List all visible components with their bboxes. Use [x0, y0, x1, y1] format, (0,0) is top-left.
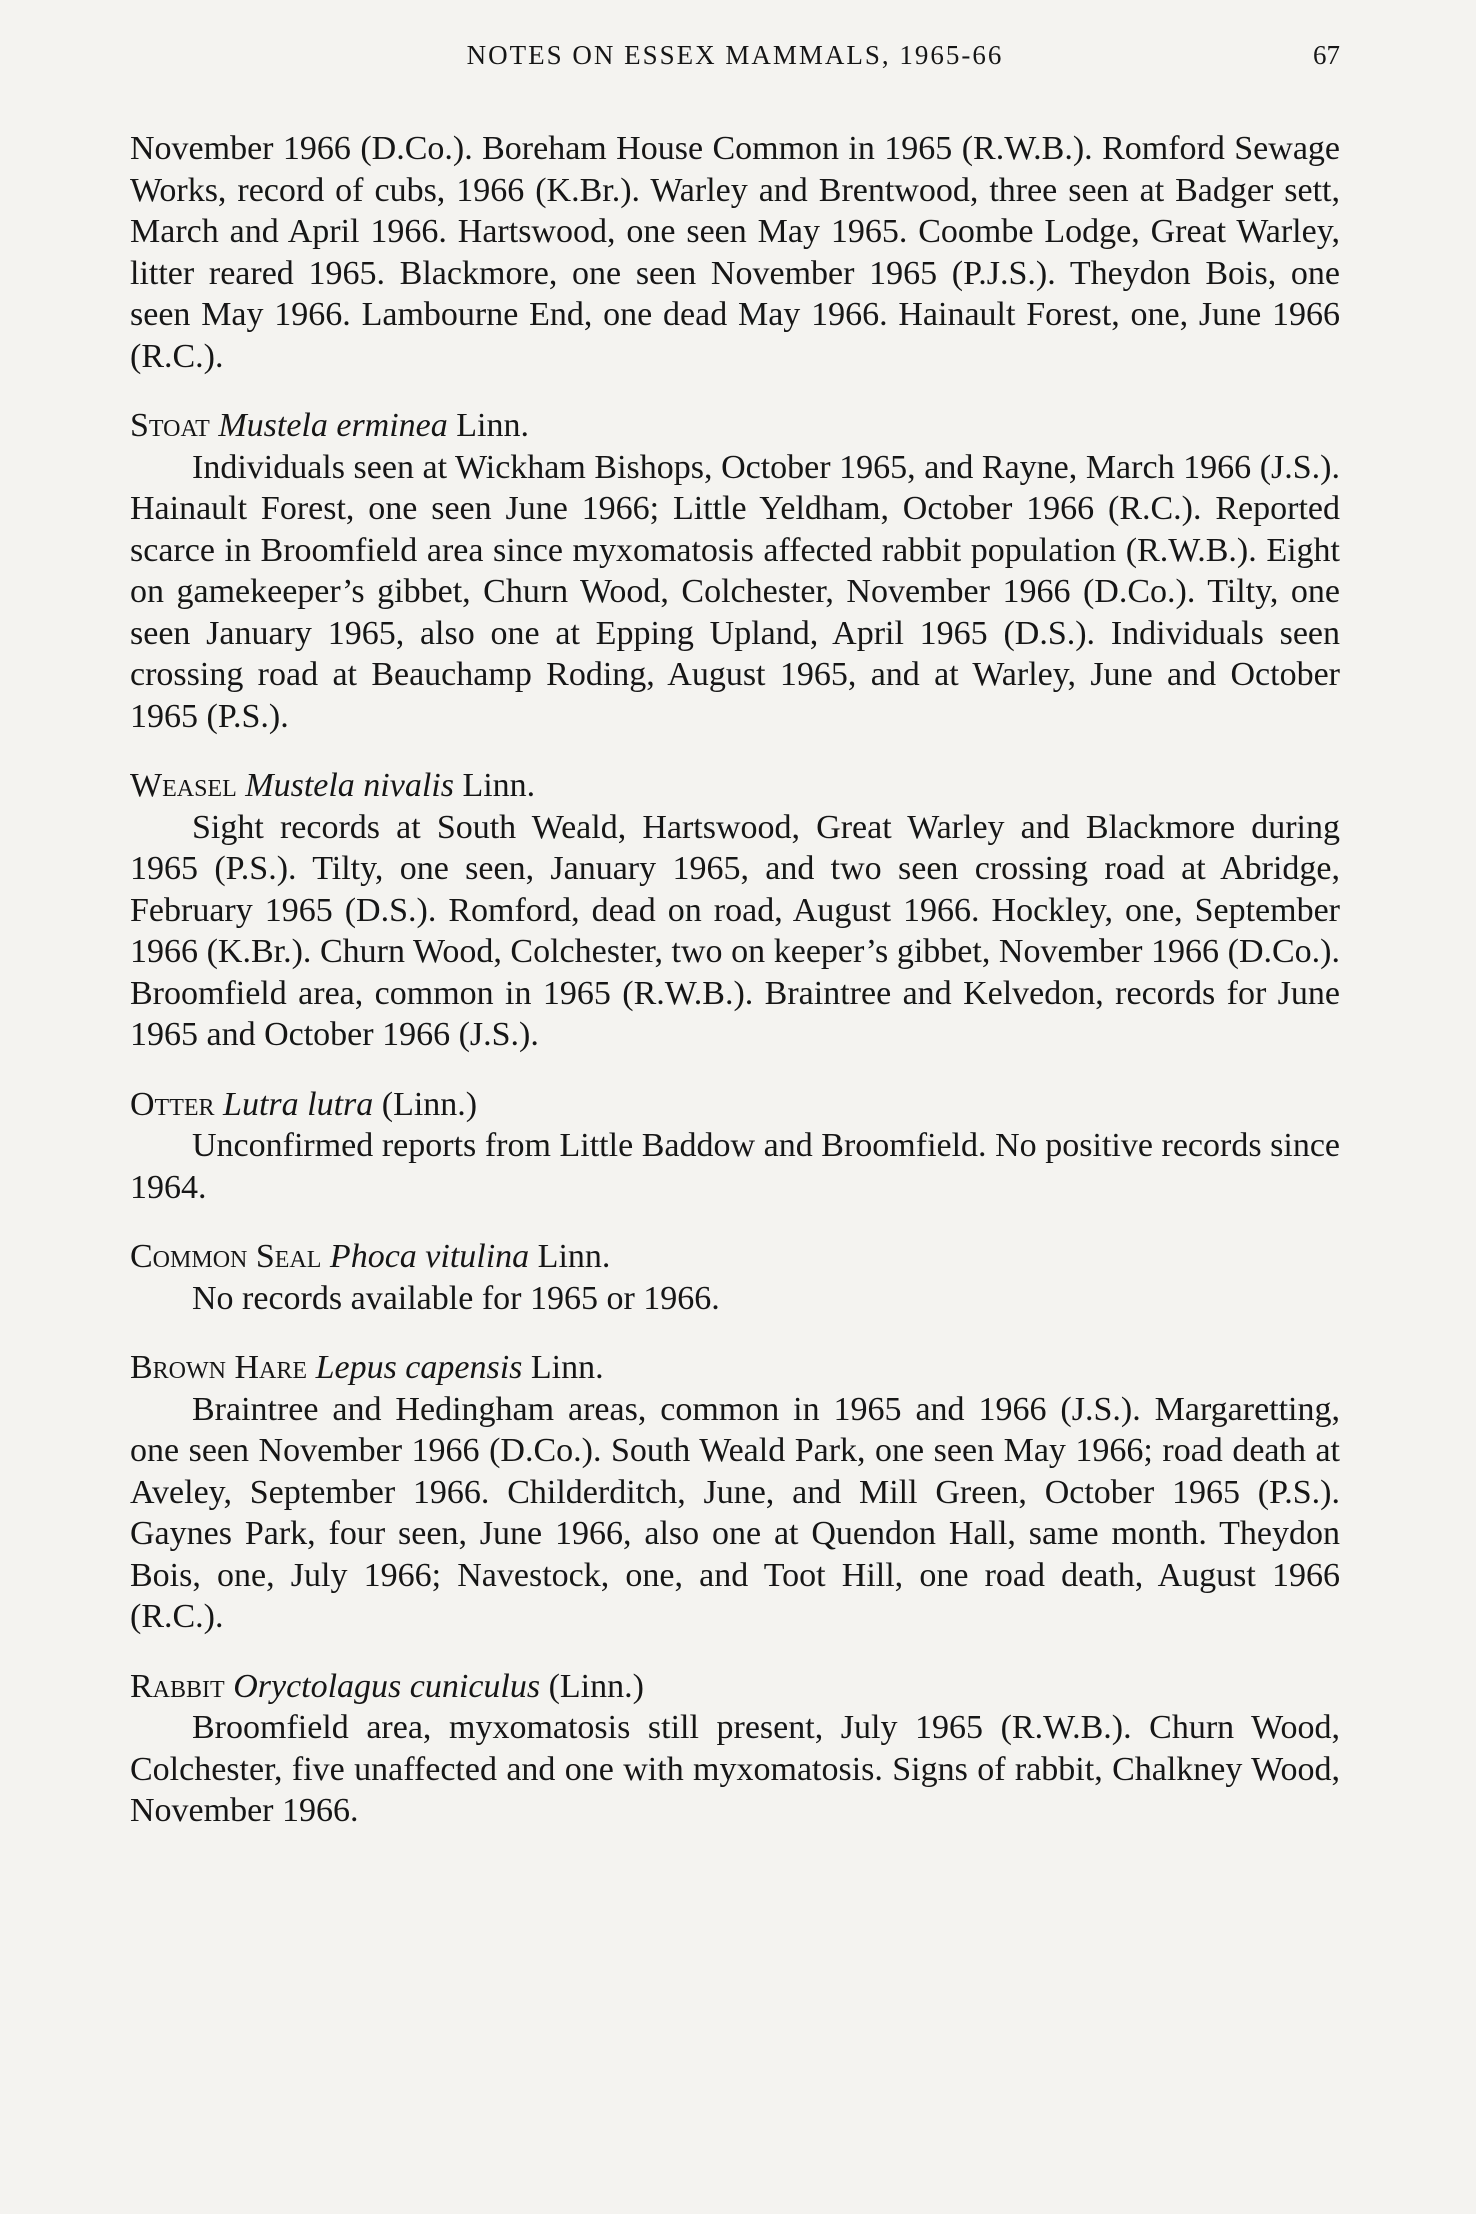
binomial-name: Lepus capensis — [315, 1349, 523, 1386]
section-heading — [130, 1347, 1340, 1389]
section-otter — [130, 1084, 1340, 1209]
section-body: Sight records at South Weald, Hartswood, Great Warley and Blackmore during 1965 (P.S.). Tilty, one seen, January 1965, and two seen crossing road at Abridge, February 1965 (D.S.). Romford, dead on road, August 1966. Hockley, one, September 1966 (K.Br.). Churn Wood, Colchester, two on keeper’s gibbet, November 1966 (D.Co.). Broomfield area, common in 1965 (R.W.B.). Braintree and Kelvedon, records for June 1965 and October 1966 (J.S.). — [130, 808, 1340, 1053]
binomial-name: Phoca vitulina — [329, 1238, 530, 1275]
authority: (Linn.) — [381, 1085, 478, 1123]
section-body: No records available for 1965 or 1966. — [192, 1279, 720, 1317]
section-stoat — [130, 405, 1340, 737]
section-heading — [130, 405, 1340, 447]
authority: Linn. — [530, 1349, 604, 1386]
common-name: Rabbit — [130, 1667, 225, 1705]
section-weasel — [130, 765, 1340, 1056]
authority: Linn. — [456, 407, 529, 444]
common-name: Weasel — [130, 767, 237, 804]
section-heading — [130, 1084, 1340, 1126]
binomial-name: Oryctolagus cuniculus — [233, 1667, 541, 1705]
section-body: Individuals seen at Wickham Bishops, October 1965, and Rayne, March 1966 (J.S.). Hainault Forest, one seen June 1966; Little Yeldham, October 1966 (R.C.). Reported scarce in Broomfield area since myxomatosis affected rabbit population (R.W.B.). Eight on gamekeeper’s gibbet, Churn Wood, Colchester, November 1966 (D.Co.). Tilty, one seen January 1965, also one at Epping Upland, April 1965 (D.S.). Individuals seen crossing road at Beauchamp Roding, August 1965, and at Warley, June and October 1965 (P.S.). — [130, 448, 1340, 735]
section-rabbit — [130, 1666, 1340, 1832]
page-number: 67 — [1313, 40, 1340, 70]
document-page — [130, 40, 1340, 1832]
binomial-name: Lutra lutra — [223, 1085, 374, 1123]
section-body: Unconfirmed reports from Little Baddow and Broomfield. No positive records since 1964. — [130, 1127, 1340, 1206]
common-name: Common Seal — [130, 1238, 322, 1275]
common-name: Brown Hare — [130, 1349, 308, 1386]
intro-paragraph: November 1966 (D.Co.). Boreham House Common in 1965 (R.W.B.). Romford Sewage Works, record of cubs, 1966 (K.Br.). Warley and Brentwood, three seen at Badger sett, March and April 1966. Hartswood, one seen May 1965. Coombe Lodge, Great Warley, litter reared 1965. Blackmore, one seen November 1965 (P.J.S.). Theydon Bois, one seen May 1966. Lambourne End, one dead May 1966. Hainault Forest, one, June 1966 (R.C.). — [130, 130, 1340, 375]
section-heading — [130, 1236, 1340, 1278]
section-body: Broomfield area, myxomatosis still present, July 1965 (R.W.B.). Churn Wood, Colchester, five unaffected and one with myxomatosis. Signs of rabbit, Chalkney Wood, November 1966. — [130, 1709, 1340, 1829]
section-brown-hare — [130, 1347, 1340, 1638]
running-title: NOTES ON ESSEX MAMMALS, 1965-66 — [466, 40, 1004, 70]
authority: Linn. — [537, 1238, 611, 1275]
authority: Linn. — [462, 767, 536, 804]
binomial-name: Mustela nivalis — [245, 767, 454, 804]
binomial-name: Mustela erminea — [218, 407, 448, 444]
section-body: Braintree and Hedingham areas, common in 1965 and 1966 (J.S.). Margaretting, one seen November 1966 (D.Co.). South Weald Park, one seen May 1966; road death at Aveley, September 1966. Childerditch, June, and Mill Green, October 1965 (P.S.). Gaynes Park, four seen, June 1966, also one at Quendon Hall, same month. Theydon Bois, one, July 1966; Navestock, one, and Toot Hill, one road death, August 1966 (R.C.). — [130, 1390, 1340, 1635]
common-name: Stoat — [130, 407, 210, 444]
section-common-seal — [130, 1236, 1340, 1319]
section-heading — [130, 1666, 1340, 1708]
common-name: Otter — [130, 1085, 215, 1123]
running-header — [130, 40, 1340, 88]
authority: (Linn.) — [548, 1667, 644, 1705]
section-heading — [130, 765, 1340, 807]
